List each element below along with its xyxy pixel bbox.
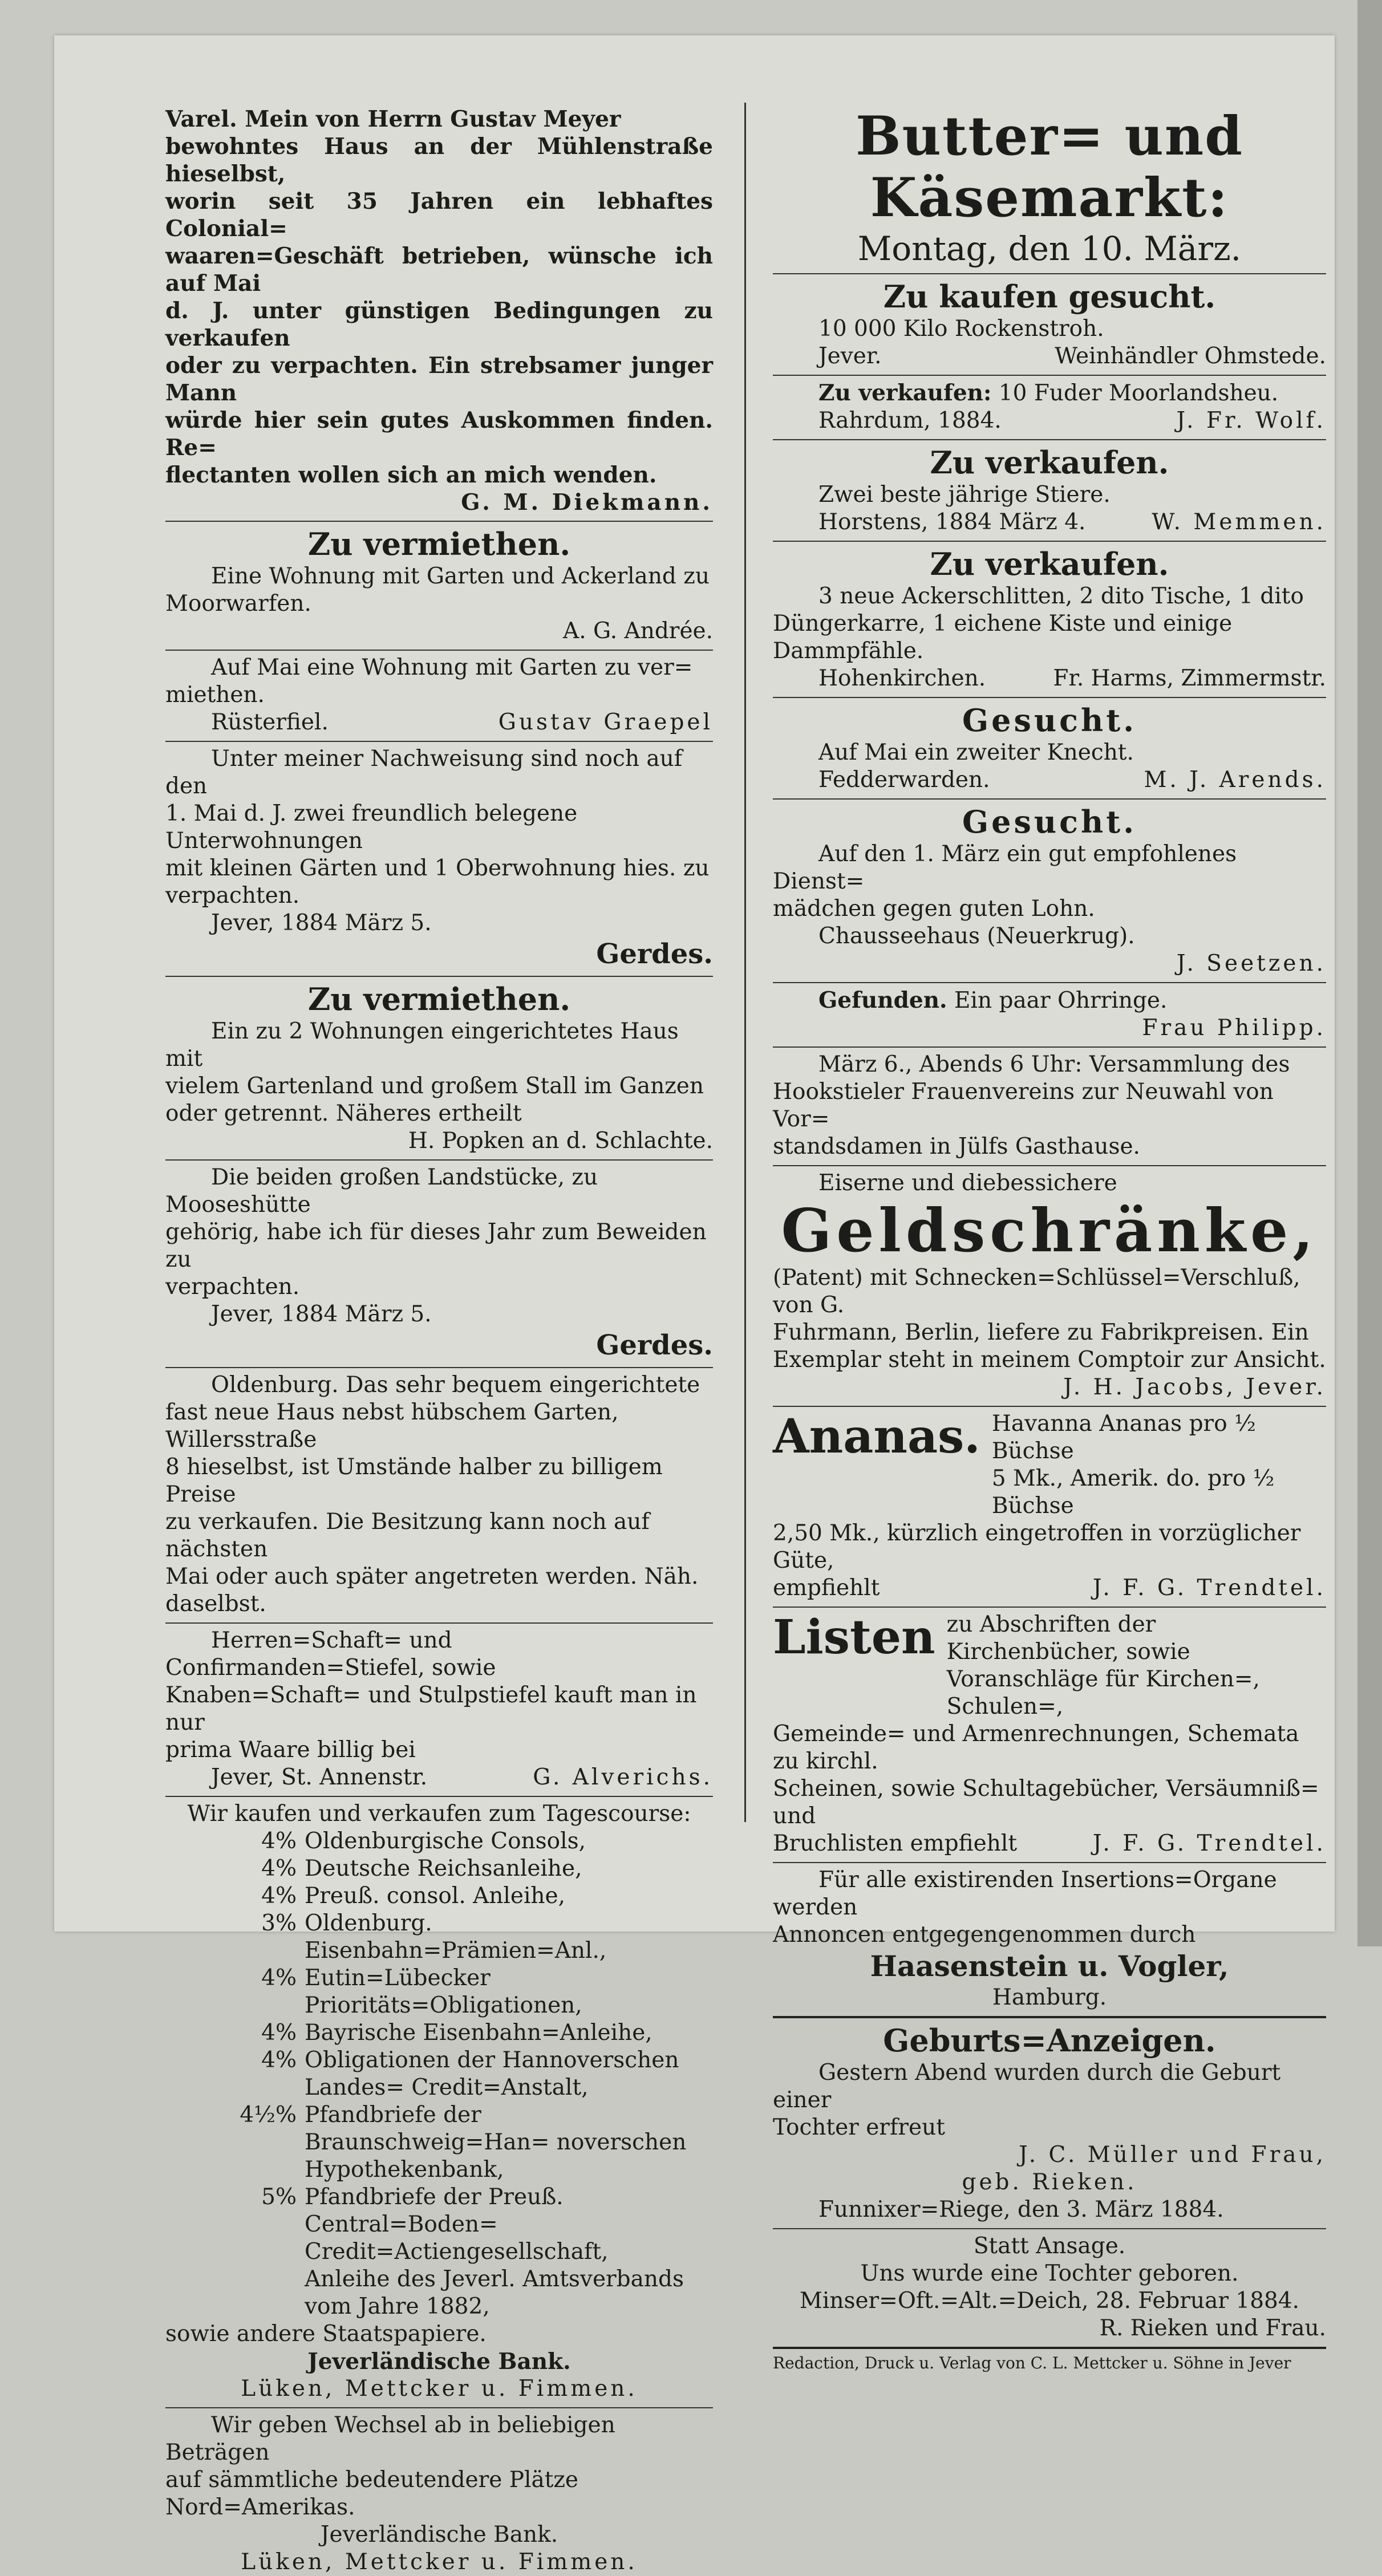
scan-edge bbox=[1357, 0, 1382, 1946]
ad-arends: Gesucht. Auf Mai ein zweiter Knecht. Fedderwarden. M. J. Arends. bbox=[773, 701, 1326, 794]
ad-listen: Listen zu Abschriften der Kirchenbücher, sowie Voranschläge für Kirchen=, Schulen=, Gemeinde= und Armenrechnungen, Schemata zu kirchl. Scheinen, sowie Schultagebücher, Versäumniß= und Bruchlisten empfiehlt J. F. G. Trendtel. bbox=[773, 1610, 1326, 1856]
security-item: Anleihe des Jeverl. Amtsverbands vom Jahre 1882, bbox=[305, 2266, 684, 2319]
rule bbox=[165, 521, 713, 522]
bank-partners: Lüken, Mettcker u. Fimmen. bbox=[241, 2376, 638, 2401]
signature: J. Seetzen. bbox=[1176, 951, 1326, 976]
signature: G. M. Diekmann. bbox=[461, 489, 713, 516]
signature: G. Alverichs. bbox=[533, 1764, 713, 1790]
rule bbox=[773, 1406, 1326, 1407]
rule bbox=[773, 2228, 1326, 2229]
ad-wolf: Zu verkaufen: 10 Fuder Moorlandsheu. Rahrdum, 1884. J. Fr. Wolf. bbox=[818, 380, 1326, 433]
security-item: 5% Pfandbriefe der Preuß. Central=Boden= Credit=Actiengesellschaft, bbox=[261, 2184, 609, 2265]
signature: Weinhändler Ohmstede. bbox=[1055, 343, 1326, 369]
market-title: Butter= und Käsemarkt: bbox=[856, 105, 1243, 229]
ad-gerdes-2: Die beiden großen Landstücke, zu Mooseshütte gehörig, habe ich für dieses Jahr zum Beweiden zu verpachten. Jever, 1884 März 5. Gerdes. bbox=[165, 1165, 713, 1361]
right-column bbox=[773, 106, 1326, 2373]
ad-philipp: Gefunden. Ein paar Ohrringe. Frau Philipp. bbox=[773, 987, 1326, 1042]
rule bbox=[773, 1862, 1326, 1863]
signature: A. G. Andrée. bbox=[563, 618, 713, 644]
section-heading: Geburts=Anzeigen. bbox=[883, 2022, 1216, 2059]
security-item: 4% Eutin=Lübecker Prioritäts=Obligationen, bbox=[261, 1965, 582, 2018]
signature: J. F. G. Trendtel. bbox=[1092, 1831, 1326, 1856]
rule bbox=[165, 741, 713, 742]
ad-heading: Gesucht. bbox=[962, 804, 1137, 840]
ad-haasenstein: Für alle existirenden Insertions=Organe werden Annoncen entgegengenommen durch Haasenstein u. Vogler, Hamburg. bbox=[773, 1867, 1326, 2011]
rule bbox=[773, 439, 1326, 440]
bank-partners: Lüken, Mettcker u. Fimmen. bbox=[241, 2549, 638, 2575]
signature: Fr. Harms, Zimmermstr. bbox=[1053, 666, 1326, 691]
rule bbox=[165, 1159, 713, 1161]
security-item: 4% Oldenburgische Consols, bbox=[261, 1828, 586, 1854]
security-item: 4% Deutsche Reichsanleihe, bbox=[261, 1856, 582, 1881]
rule bbox=[165, 2407, 713, 2408]
rule bbox=[773, 541, 1326, 542]
rule bbox=[773, 1165, 1326, 1166]
ad-heading: Gesucht. bbox=[962, 702, 1137, 739]
signature: H. Popken an d. Schlachte. bbox=[408, 1128, 713, 1154]
ad-frauenverein: März 6., Abends 6 Uhr: Versammlung des Hookstieler Frauenvereins zur Neuwahl von Vor= standsdamen in Jülfs Gasthause. bbox=[773, 1052, 1290, 1159]
rule bbox=[165, 1622, 713, 1624]
security-item: 4% Preuß. consol. Anleihe, bbox=[261, 1883, 566, 1909]
rule bbox=[773, 2016, 1326, 2018]
ad-varel: Varel. Mein von Herrn Gustav Meyer bewohntes Haus an der Mühlenstraße hieselbst, worin seit 35 Jahren ein lebhaftes Colonial= waaren=Geschäft betrieben, wünsche ich auf Mai d. J. unter günstigen Bedingungen zu verkaufen oder zu verpachten. Ein strebsamer junger Mann würde hier sein gutes Auskommen finden. Re= flectanten wollen sich an mich wenden. G. M. Diekmann. bbox=[165, 106, 713, 516]
signature: Gustav Graepel bbox=[498, 709, 713, 735]
signature: Frau Philipp. bbox=[1142, 1015, 1326, 1041]
column-divider bbox=[744, 103, 746, 1822]
security-item: 4% Obligationen der Hannoverschen Landes= Credit=Anstalt, bbox=[261, 2047, 679, 2100]
ad-ohmstede: Zu kaufen gesucht. 10 000 Kilo Rockenstroh. Jever. Weinhändler Ohmstede. bbox=[773, 278, 1326, 370]
birth-notices: Geburts=Anzeigen. Gestern Abend wurden durch die Geburt einer Tochter erfreut J. C. Müller und Frau, geb. Rieken. Funnixer=Riege, den 3. März 1884. Statt Ansage. Uns wurde eine Tochter geboren. Minser=Oft.=Alt.=Deich, 28. Februar 1884. R. Rieken und Frau. bbox=[773, 2022, 1326, 2341]
ad-title: Ananas. bbox=[773, 1409, 980, 1464]
signature: J. Fr. Wolf. bbox=[1176, 408, 1326, 433]
signature: Gerdes. bbox=[596, 1329, 713, 1361]
ad-ananas: Ananas. Havanna Ananas pro ½ Büchse 5 Mk., Amerik. do. pro ½ Büchse 2,50 Mk., kürzlich eingetroffen in vorzüglicher Güte, empfiehlt J. F. G. Trendtel. bbox=[773, 1409, 1326, 1601]
signature: J. C. Müller und Frau, bbox=[1019, 2142, 1326, 2168]
ad-gerdes-1: Unter meiner Nachweisung sind noch auf den 1. Mai d. J. zwei freundlich belegene Unterwohnungen mit kleinen Gärten und 1 Oberwohnung hies. zu verpachten. Jever, 1884 März 5. Gerdes. bbox=[165, 746, 713, 970]
agency-name: Haasenstein u. Vogler, bbox=[870, 1949, 1229, 1983]
left-column bbox=[165, 106, 713, 2576]
ad-memmen: Zu verkaufen. Zwei beste jährige Stiere. Horstens, 1884 März 4. W. Memmen. bbox=[773, 444, 1326, 536]
ad-bank-wechsel: Wir geben Wechsel ab in beliebigen Beträgen auf sämmtliche bedeutendere Plätze Nord=Amerikas. Jeverländische Bank. Lüken, Mettcker u. Fimmen. bbox=[165, 2412, 713, 2576]
security-item: 4½% Pfandbriefe der Braunschweig=Han= noverschen Hypothekenbank, bbox=[240, 2102, 687, 2182]
rule bbox=[165, 1367, 713, 1368]
signature: Gerdes. bbox=[596, 938, 713, 970]
ad-popken: Zu vermiethen. Ein zu 2 Wohnungen eingerichtetes Haus mit vielem Gartenland und großem Stall im Ganzen oder getrennt. Näheres ertheilt H. Popken an d. Schlachte. bbox=[165, 981, 713, 1154]
bank-name: Jeverländische Bank. bbox=[320, 2522, 558, 2547]
ad-heading: Zu kaufen gesucht. bbox=[883, 278, 1216, 315]
rule bbox=[773, 2347, 1326, 2349]
ad-heading: Zu vermiethen. bbox=[307, 981, 571, 1017]
ad-jacobs: Eiserne und diebessichere Geldschränke, (Patent) mit Schnecken=Schlüssel=Verschluß, von G. Fuhrmann, Berlin, liefere zu Fabrikpreisen. Ein Exemplar steht in meinem Comptoir zur Ansicht. J. H. Jacobs, Jever. bbox=[773, 1170, 1326, 1400]
signature: M. J. Arends. bbox=[1144, 767, 1326, 793]
rule bbox=[773, 1607, 1326, 1608]
ad-graepel: Auf Mai eine Wohnung mit Garten zu ver= miethen. Rüsterfiel. Gustav Graepel bbox=[165, 655, 713, 735]
ad-harms: Zu verkaufen. 3 neue Ackerschlitten, 2 dito Tische, 1 dito Düngerkarre, 1 eichene Kiste und einige Dammpfähle. Hohenkirchen. Fr. Harms, Zimmermstr. bbox=[773, 546, 1326, 691]
rule bbox=[165, 650, 713, 651]
rule bbox=[773, 697, 1326, 698]
ad-title: Listen bbox=[773, 1610, 935, 1665]
market-notice bbox=[773, 106, 1326, 269]
ad-bank-securities: Wir kaufen und verkaufen zum Tagescourse: 4% Oldenburgische Consols, 4% Deutsche Reichsanleihe, 4% Preuß. consol. Anleihe, 3% Oldenburg. Eisenbahn=Prämien=Anl., 4% Eutin=Lübecker Prioritäts=Obligationen, 4% Bayrische Eisenbahn=Anleihe, 4% Obligationen der Hannoverschen Landes= Credit=Anstalt, 4½% Pfandbriefe der Braunschweig=Han= noverschen Hypothekenbank, 5% Pfandbriefe der Preuß. Central=Boden= Credit=Actiengesellschaft, Anleihe des Jeverl. Amtsverbands vom Jahre 1882, sowie andere Staatspapiere. Jeverländische Bank. Lüken, Mettcker u. Fimmen. bbox=[165, 1800, 713, 2403]
ad-title: Geldschränke, bbox=[781, 1195, 1318, 1265]
ad-oldenburg: Oldenburg. Das sehr bequem eingerichtete fast neue Haus nebst hübschem Garten, Willersstraße 8 hieselbst, ist Umstände halber zu billigem Preise zu verkaufen. Die Besitzung kann noch auf nächsten Mai oder auch später angetreten werden. Näh. daselbst. bbox=[165, 1372, 700, 1617]
signature: J. F. G. Trendtel. bbox=[1092, 1575, 1326, 1601]
ad-heading: Zu verkaufen. bbox=[930, 546, 1169, 582]
security-item: 4% Bayrische Eisenbahn=Anleihe, bbox=[261, 2020, 653, 2046]
ad-heading: Zu verkaufen. bbox=[930, 444, 1169, 481]
rule bbox=[773, 798, 1326, 800]
rule bbox=[165, 1796, 713, 1797]
security-item: 3% Oldenburg. Eisenbahn=Prämien=Anl., bbox=[261, 1910, 607, 1964]
ad-andree: Zu vermiethen. Eine Wohnung mit Garten und Ackerland zu Moorwarfen. A. G. Andrée. bbox=[165, 526, 713, 644]
signature: W. Memmen. bbox=[1152, 509, 1326, 535]
bank-name: Jeverländische Bank. bbox=[307, 2348, 571, 2375]
rule bbox=[165, 976, 713, 977]
ad-alverichs: Herren=Schaft= und Confirmanden=Stiefel, sowie Knaben=Schaft= und Stulpstiefel kauft man in nur prima Waare billig bei Jever, St. Annenstr. G. Alverichs. bbox=[165, 1628, 713, 1790]
rule bbox=[773, 982, 1326, 983]
market-date: Montag, den 10. März. bbox=[857, 229, 1242, 268]
signature: R. Rieken und Frau. bbox=[1099, 2315, 1326, 2341]
signature: J. H. Jacobs, Jever. bbox=[1063, 1374, 1326, 1400]
ad-seetzen: Gesucht. Auf den 1. März ein gut empfohlenes Dienst= mädchen gegen guten Lohn. Chausseehaus (Neuerkrug). J. Seetzen. bbox=[773, 804, 1326, 976]
rule bbox=[773, 375, 1326, 376]
ad-heading: Zu vermiethen. bbox=[307, 526, 571, 562]
agency-city: Hamburg. bbox=[992, 1985, 1107, 2010]
imprint-footer: Redaction, Druck u. Verlag von C. L. Mettcker u. Söhne in Jever bbox=[773, 2354, 1291, 2372]
rule bbox=[773, 273, 1326, 274]
rule bbox=[773, 1046, 1326, 1048]
